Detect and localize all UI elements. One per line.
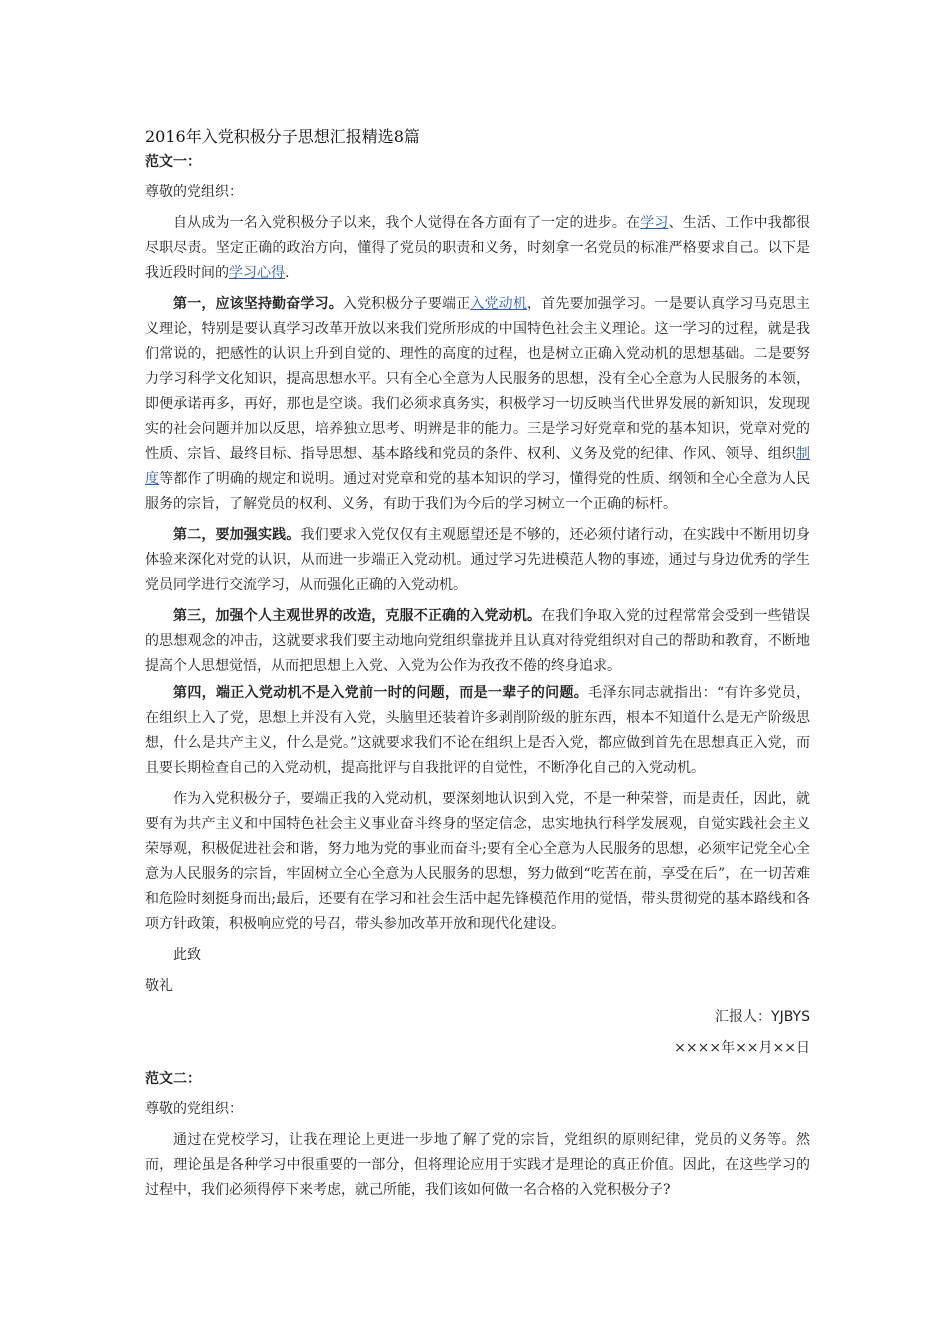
essay1-paragraph-2: 第一，应该坚持勤奋学习。入党积极分子要端正入党动机，首先要加强学习。一是要认真学习马克思主义理论，特别是要认真学习改革开放以来我们党所形成的中国特色社会主义理论。这一学习的过程，就是我们常说的，把感性的认识上升到自觉的、理性的高度的过程，也是树立正确入党动机的思想基础。二是要努力学习科学文化知识，提高思想水平。只有全心全意为人民服务的思想，没有全心全意为人民服务的本领，即便承诺再多，再好，那也是空谈。我们必须求真务实，积极学习一切反映当代世界发展的新知识，发现现实的社会问题并加以反思，培养独立思考、明辨是非的能力。三是学习好党章和党的基本知识，党章对党的性质、宗旨、最终目标、指导思想、基本路线和党员的条件、权利、义务及党的纪律、作风、领导、组织制度等都作了明确的规定和说明。通过对党章和党的基本知识的学习，懂得党的性质、纲领和全心全意为人民服务的宗旨，了解党员的权利、义务，有助于我们为今后的学习树立一个正确的标杆。 bbox=[145, 296, 811, 512]
document-body bbox=[145, 124, 810, 1209]
essay1-paragraph-3: 第二，要加强实践。我们要求入党仅仅有主观愿望还是不够的，还必须付诸行动，在实践中不断用切身体验来深化对党的认识，从而进一步端正入党动机。通过学习先进模范人物的事迹，通过与身边优秀的学生党员同学进行交流学习，从而强化正确的入党动机。 bbox=[145, 527, 811, 593]
essay1-paragraph-1: 自从成为一名入党积极分子以来，我个人觉得在各方面有了一定的进步。在学习、生活、工作中我都很尽职尽责。坚定正确的政治方向，懂得了党员的职责和义务，时刻拿一名党员的标准严格要求自己。以下是我近段时间的学习心得. bbox=[145, 215, 811, 281]
closing-salute: 敬礼 bbox=[145, 978, 173, 994]
reporter-signature: 汇报人：YJBYS bbox=[715, 1009, 810, 1025]
link-study-notes[interactable]: 学习心得 bbox=[229, 265, 285, 281]
closing-greeting: 此致 bbox=[173, 947, 201, 963]
essay1-paragraph-6: 作为入党积极分子，要端正我的入党动机，要深刻地认识到入党，不是一种荣誉，而是责任，因此，就要有为共产主义和中国特色社会主义事业奋斗终身的坚定信念，忠实地执行科学发展观，自觉实践社会主义荣辱观，积极促进社会和谐，努力地为党的事业而奋斗;要有全心全意为人民服务的思想，必须牢记党全心全意为人民服务的宗旨，牢固树立全心全意为人民服务的思想，努力做到“吃苦在前，享受在后”，在一切苦难和危险时刻挺身而出;最后，还要有在学习和社会生活中起先锋模范作用的觉悟，带头贯彻党的基本路线和各项方针政策，积极响应党的号召，带头参加改革开放和现代化建设。 bbox=[145, 791, 810, 932]
report-date: ××××年××月××日 bbox=[674, 1040, 810, 1056]
essay1-paragraph-4: 第三，加强个人主观世界的改造，克服不正确的入党动机。在我们争取入党的过程常常会受到一些错误的思想观念的冲击，这就要求我们要主动地向党组织靠拢并且认真对待党组织对自己的帮助和教育，不断地提高个人思想觉悟，从而把思想上入党、入党为公作为孜孜不倦的终身追求。 bbox=[145, 608, 811, 674]
essay1-paragraph-5: 第四，端正入党动机不是入党前一时的问题，而是一辈子的问题。毛泽东同志就指出：“有许多党员，在组织上入了党，思想上并没有入党，头脑里还装着许多剥削阶级的脏东西，根本不知道什么是无产阶级思想，什么是共产主义，什么是党。”这就要求我们不论在组织上是否入党，都应做到首先在思想真正入党，而且要长期检查自己的入党动机，提高批评与自我批评的自觉性，不断净化自己的入党动机。 bbox=[145, 685, 810, 776]
document-title: 2016年入党积极分子思想汇报精选8篇 bbox=[145, 127, 420, 146]
essay1-salutation: 尊敬的党组织： bbox=[145, 184, 243, 200]
link-system[interactable]: 制度 bbox=[145, 446, 810, 487]
essay2-salutation: 尊敬的党组织： bbox=[145, 1101, 243, 1117]
link-study[interactable]: 学习 bbox=[640, 215, 669, 231]
essay2-paragraph-1: 通过在党校学习，让我在理论上更进一步地了解了党的宗旨，党组织的原则纪律，党员的义务等。然而，理论虽是各种学习中很重要的一部分，但将理论应用于实践才是理论的真正价值。因此，在这些学习的过程中，我们必须得停下来考虑，就己所能，我们该如何做一名合格的入党积极分子? bbox=[145, 1132, 810, 1198]
essay1-label: 范文一： bbox=[145, 154, 201, 170]
link-party-motive[interactable]: 入党动机 bbox=[470, 296, 527, 312]
essay2-label: 范文二： bbox=[145, 1071, 201, 1087]
